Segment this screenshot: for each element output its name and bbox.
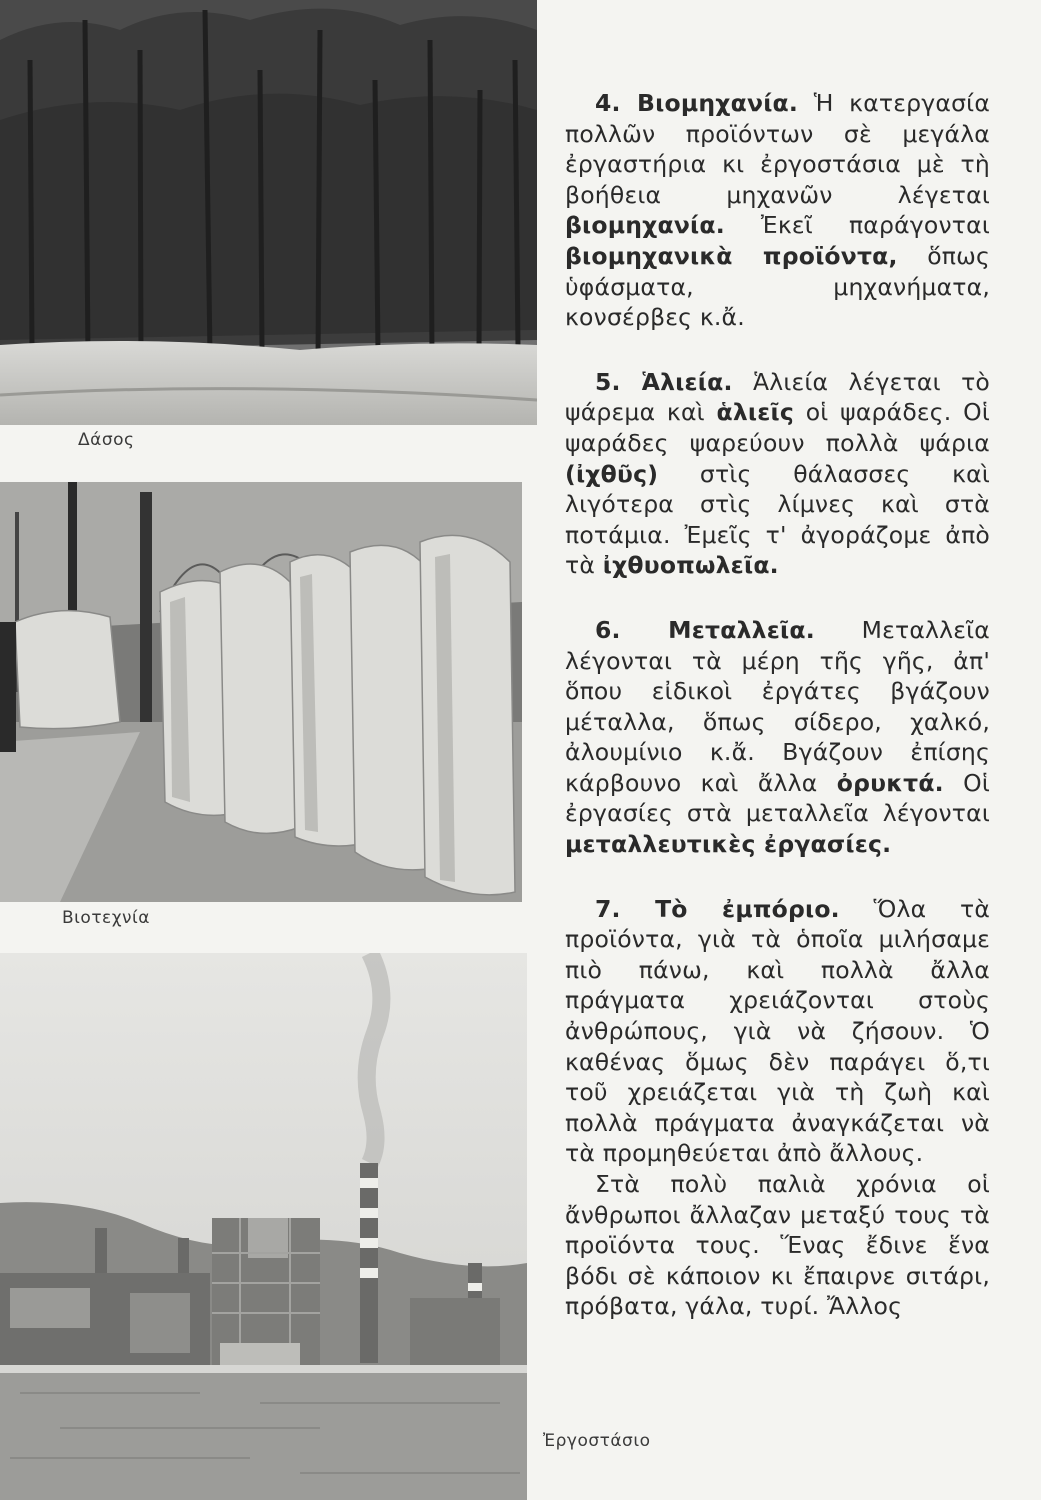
section-7 [565, 894, 990, 1322]
key-term: ὀρυκτά. [836, 768, 944, 797]
section-paragraph [565, 615, 990, 860]
body-text: ὅπως ὑφάσματα, μηχανήματα, κονσέρβες κ.ἄ. [565, 241, 990, 332]
section-paragraph [565, 88, 990, 333]
key-term: (ἰχθῦς) [565, 459, 659, 488]
key-term: βιομηχανικὰ προϊόντα, [565, 241, 898, 270]
key-term: ἰχθυοπωλεῖα. [602, 551, 779, 580]
forest-photo [0, 0, 537, 425]
section-title: Βιομηχανία. [637, 89, 799, 117]
body-text: Ἡ κατεργασία πολλῶν προϊόντων σὲ μεγάλα ἐργαστήρια κι ἐργοστάσια μὲ τὴ βοήθεια μηχανῶν λέγεται [565, 89, 991, 209]
key-term: βιομηχανία. [565, 211, 725, 240]
body-text: στὶς θάλασσες καὶ λιγότερα στὶς λίμνες καὶ στὰ ποτάμια. Ἐμεῖς τ' ἀγοράζομε ἀπὸ τὰ [565, 459, 990, 580]
text-column [565, 88, 990, 1322]
section-continuation: Στὰ πολὺ παλιὰ χρόνια οἱ ἄνθρωποι ἄλλαζαν μεταξύ τους τὰ προϊόντα τους. Ἕνας ἔδινε ἕνα βόδι σὲ κάποιον κι ἔπαιρνε σιτάρι, πρόβατα, γάλα, τυρί. Ἄλλος [565, 1170, 990, 1321]
section-number: 4. [595, 89, 638, 117]
key-term: μεταλλευτικὲς ἐργασίες. [565, 830, 892, 859]
section-paragraph [565, 894, 990, 1169]
body-text: Οἱ ἐργασίες στὰ μεταλλεῖα λέγονται [565, 768, 990, 828]
section-5 [565, 367, 990, 581]
section-paragraph [565, 367, 990, 581]
section-title: Ἁλιεία. [641, 367, 733, 396]
section-6 [565, 615, 990, 860]
section-4 [565, 88, 990, 333]
body-text: οἱ ψαράδες. Οἱ ψαράδες ψαρεύουν πολλὰ ψάρια [565, 398, 990, 457]
section-number: 6. [595, 615, 669, 644]
body-text: Ἐκεῖ παράγονται [724, 211, 990, 240]
body-text: Μεταλλεῖα λέγονται τὰ μέρη τῆς γῆς, ἀπ' ὅπου εἰδικοὶ ἐργάτες βγάζουν μέταλλα, ὅπως σίδερο, χαλκό, ἀλουμίνιο κ.ἄ. Βγάζουν ἐπίσης κάρβουνο καὶ ἄλλα [565, 615, 991, 797]
section-number: 7. [595, 894, 656, 923]
section-number: 5. [595, 367, 642, 396]
key-term: ἁλιεῖς [716, 398, 795, 427]
forest-caption: Δάσος [78, 430, 135, 450]
factory-caption: Ἐργοστάσιο [543, 1431, 651, 1451]
body-text: Ὅλα τὰ προϊόντα, γιὰ τὰ ὁποῖα μιλήσαμε πιὸ πάνω, καὶ πολλὰ ἄλλα πράγματα χρειάζονται στοὺς ἀνθρώπους, γιὰ νὰ ζήσουν. Ὁ καθένας ὅμως δὲν παράγει ὅ,τι τοῦ χρειάζεται γιὰ τὴ ζωὴ καὶ πολλὰ πράγματα ἀναγκάζεται νὰ τὰ προμηθεύεται ἀπὸ ἄλλους. [565, 894, 991, 1168]
section-title: Μεταλλεῖα. [668, 615, 815, 644]
section-title: Τὸ ἐμπόριο. [655, 894, 840, 923]
factory-photo [0, 953, 527, 1500]
handicraft-caption: Βιοτεχνία [62, 908, 151, 928]
body-text: Ἁλιεία λέγεται τὸ ψάρεμα καὶ [565, 367, 990, 427]
handicraft-photo [0, 482, 522, 902]
